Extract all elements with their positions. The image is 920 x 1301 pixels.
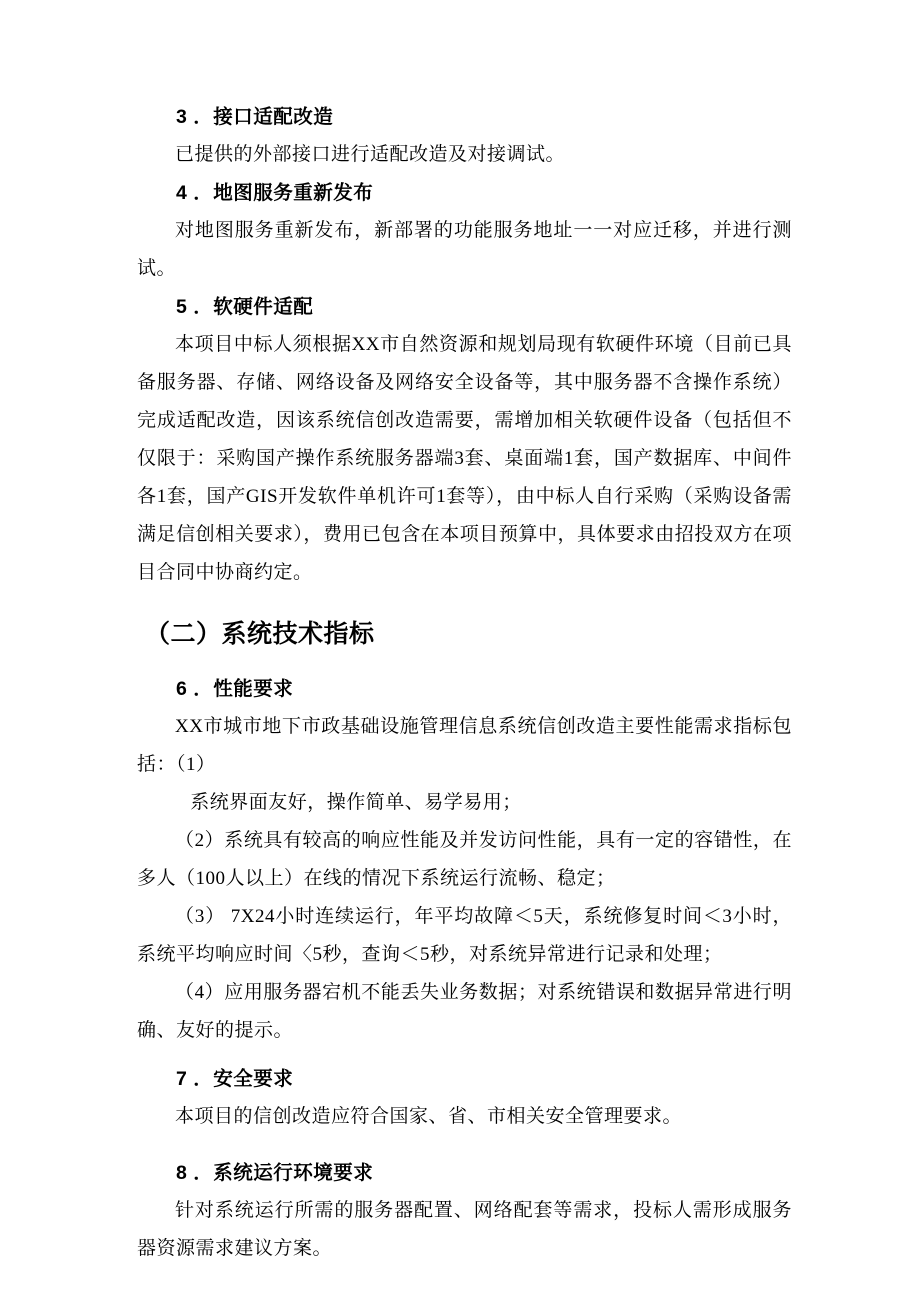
- numbered-heading-5: 5 ．软硬件适配: [176, 296, 314, 318]
- paragraph-interface-adapt: 已提供的外部接口进行适配改造及对接调试。: [175, 144, 566, 165]
- numbered-heading-8: 8 ．系统运行环境要求: [176, 1162, 374, 1184]
- paragraph-runtime-environment: 针对系统运行所需的服务器配置、网络配套等需求，投标人需形成服务器资源需求建议方案。: [137, 1200, 792, 1259]
- paragraph-performance-intro: XX市城市地下市政基础设施管理信息系统信创改造主要性能需求指标包括：（1）: [137, 716, 792, 775]
- paragraph-hardware-software: 本项目中标人须根据XX市自然资源和规划局现有软硬件环境（目前已具备服务器、存储、网络设备及网络安全设备等，其中服务器不含操作系统）完成适配改造，因该系统信创改造需要，需增加相关软硬件设备（包括但不仅限于：采购国产操作系统服务器端3套、桌面端1套，国产数据库、中间件各1套，国产GIS开发软件单机许可1套等），由中标人自行采购（采购设备需满足信创相关要求），费用已包含在本项目预算中，具体要求由招投双方在项目合同中协商约定。: [137, 334, 792, 583]
- paragraph-performance-item-2: （2）系统具有较高的响应性能及并发访问性能，具有一定的容错性，在多人（100人以上）在线的情况下系统运行流畅、稳定；: [137, 830, 792, 889]
- numbered-heading-3: 3 ．接口适配改造: [176, 106, 334, 128]
- numbered-heading-7: 7 ．安全要求: [176, 1068, 294, 1090]
- numbered-heading-4: 4 ．地图服务重新发布: [176, 182, 374, 204]
- numbered-heading-6: 6 ．性能要求: [176, 678, 294, 700]
- paragraph-security: 本项目的信创改造应符合国家、省、市相关安全管理要求。: [175, 1106, 683, 1127]
- section-heading-system-tech-indicators: （二）系统技术指标: [145, 620, 375, 648]
- paragraph-map-service: 对地图服务重新发布，新部署的功能服务地址一一对应迁移，并进行测试。: [137, 220, 792, 279]
- paragraph-performance-item-1: 系统界面友好，操作简单、易学易用；: [190, 792, 522, 813]
- paragraph-performance-item-3: （3） 7X24小时连续运行，年平均故障＜5天，系统修复时间＜3小时，系统平均响应时间〈5秒，查询＜5秒，对系统异常进行记录和处理；: [137, 906, 792, 965]
- paragraph-performance-item-4: （4）应用服务器宕机不能丢失业务数据；对系统错误和数据异常进行明确、友好的提示。: [137, 982, 792, 1041]
